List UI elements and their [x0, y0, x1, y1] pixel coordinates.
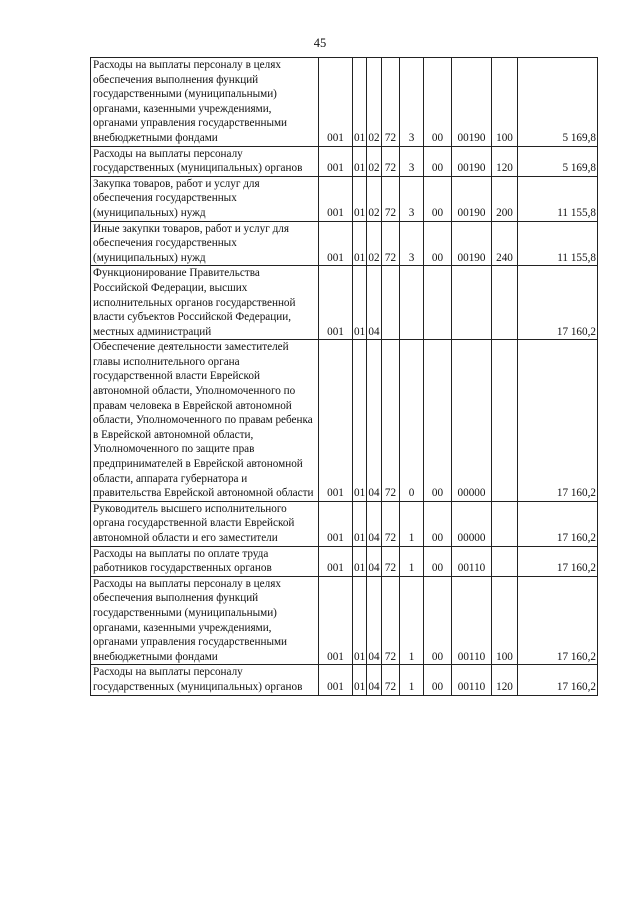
subsection-code: 04: [367, 266, 382, 340]
subsection-code: 04: [367, 546, 382, 576]
direction-code: 00190: [452, 146, 492, 176]
main-event-code: 00: [424, 146, 452, 176]
amount: 17 160,2: [518, 501, 598, 546]
amount: 17 160,2: [518, 546, 598, 576]
ministry-code: 001: [319, 146, 353, 176]
ministry-code: 001: [319, 58, 353, 147]
ministry-code: 001: [319, 221, 353, 266]
program-code: 72: [382, 665, 400, 695]
amount: 17 160,2: [518, 340, 598, 502]
program-code: 72: [382, 340, 400, 502]
table-row: [91, 340, 598, 502]
table-row: [91, 176, 598, 221]
ministry-code: 001: [319, 546, 353, 576]
row-name: Расходы на выплаты персоналу государственных (муниципальных) органов: [91, 665, 319, 695]
amount: 17 160,2: [518, 665, 598, 695]
expense-type-code: [492, 546, 518, 576]
row-name: Расходы на выплаты персоналу в целях обеспечения выполнения функций государственными (муниципальными) органами, казенными учреждениями, органами управления государственными внебюджетными фондами: [91, 576, 319, 665]
page-number: 45: [313, 36, 327, 50]
row-name: Расходы на выплаты персоналу в целях обеспечения выполнения функций государственными (муниципальными) органами, казенными учреждениями, органами управления государственными внебюджетными фондами: [91, 58, 319, 147]
table-row: [91, 546, 598, 576]
expense-type-code: 120: [492, 146, 518, 176]
table-row: [91, 576, 598, 665]
table-row: [91, 221, 598, 266]
subsection-code: 02: [367, 176, 382, 221]
main-event-code: 00: [424, 576, 452, 665]
subsection-code: 04: [367, 340, 382, 502]
expense-type-code: 240: [492, 221, 518, 266]
row-name: Расходы на выплаты персоналу государственных (муниципальных) органов: [91, 146, 319, 176]
section-code: 01: [353, 576, 367, 665]
ministry-code: 001: [319, 576, 353, 665]
ministry-code: 001: [319, 665, 353, 695]
main-event-code: 00: [424, 221, 452, 266]
subprogram-code: 3: [400, 58, 424, 147]
table-row: [91, 266, 598, 340]
direction-code: 00190: [452, 221, 492, 266]
subprogram-code: 3: [400, 221, 424, 266]
subsection-code: 04: [367, 501, 382, 546]
subprogram-code: 3: [400, 146, 424, 176]
subprogram-code: 3: [400, 176, 424, 221]
subsection-code: 04: [367, 576, 382, 665]
subsection-code: 04: [367, 665, 382, 695]
expense-type-code: 100: [492, 58, 518, 147]
section-code: 01: [353, 501, 367, 546]
subprogram-code: 0: [400, 340, 424, 502]
table-row: [91, 146, 598, 176]
expense-type-code: [492, 340, 518, 502]
table-row: [91, 501, 598, 546]
section-code: 01: [353, 665, 367, 695]
budget-table-body: [91, 58, 598, 696]
amount: 17 160,2: [518, 576, 598, 665]
row-name: Руководитель высшего исполнительного органа государственной власти Еврейской автономной области и его заместители: [91, 501, 319, 546]
subprogram-code: 1: [400, 501, 424, 546]
program-code: 72: [382, 221, 400, 266]
main-event-code: 00: [424, 340, 452, 502]
section-code: 01: [353, 146, 367, 176]
row-name: Расходы на выплаты по оплате труда работников государственных органов: [91, 546, 319, 576]
direction-code: 00190: [452, 176, 492, 221]
program-code: 72: [382, 176, 400, 221]
subsection-code: 02: [367, 221, 382, 266]
ministry-code: 001: [319, 176, 353, 221]
expense-type-code: 100: [492, 576, 518, 665]
subsection-code: 02: [367, 146, 382, 176]
amount: 5 169,8: [518, 146, 598, 176]
ministry-code: 001: [319, 340, 353, 502]
expense-type-code: [492, 501, 518, 546]
direction-code: 00000: [452, 501, 492, 546]
row-name: Закупка товаров, работ и услуг для обеспечения государственных (муниципальных) нужд: [91, 176, 319, 221]
budget-table: [90, 57, 598, 696]
section-code: 01: [353, 58, 367, 147]
program-code: [382, 266, 400, 340]
subprogram-code: 1: [400, 546, 424, 576]
program-code: 72: [382, 576, 400, 665]
row-name: Функционирование Правительства Российской Федерации, высших исполнительных органов государственной власти субъектов Российской Федерации, местных администраций: [91, 266, 319, 340]
section-code: 01: [353, 176, 367, 221]
section-code: 01: [353, 546, 367, 576]
subprogram-code: 1: [400, 665, 424, 695]
table-row: [91, 58, 598, 147]
direction-code: 00110: [452, 576, 492, 665]
program-code: 72: [382, 546, 400, 576]
direction-code: 00110: [452, 665, 492, 695]
table-row: [91, 665, 598, 695]
program-code: 72: [382, 146, 400, 176]
main-event-code: 00: [424, 665, 452, 695]
section-code: 01: [353, 266, 367, 340]
main-event-code: 00: [424, 176, 452, 221]
main-event-code: 00: [424, 58, 452, 147]
main-event-code: [424, 266, 452, 340]
main-event-code: 00: [424, 501, 452, 546]
expense-type-code: 200: [492, 176, 518, 221]
ministry-code: 001: [319, 266, 353, 340]
ministry-code: 001: [319, 501, 353, 546]
program-code: 72: [382, 58, 400, 147]
row-name: Обеспечение деятельности заместителей главы исполнительного органа государственной власти Еврейской автономной области, Уполномоченного по правам человека в Еврейской автономной области, Уполномоченного по правам ребенка в Еврейской автономной области, Уполномоченного по защите прав предпринимателей в Еврейской автономной области, аппарата губернатора и правительства Еврейской автономной области: [91, 340, 319, 502]
main-event-code: 00: [424, 546, 452, 576]
subsection-code: 02: [367, 58, 382, 147]
amount: 11 155,8: [518, 221, 598, 266]
row-name: Иные закупки товаров, работ и услуг для обеспечения государственных (муниципальных) нужд: [91, 221, 319, 266]
direction-code: 00110: [452, 546, 492, 576]
expense-type-code: [492, 266, 518, 340]
direction-code: 00000: [452, 340, 492, 502]
subprogram-code: 1: [400, 576, 424, 665]
section-code: 01: [353, 221, 367, 266]
direction-code: [452, 266, 492, 340]
amount: 11 155,8: [518, 176, 598, 221]
program-code: 72: [382, 501, 400, 546]
amount: 17 160,2: [518, 266, 598, 340]
subprogram-code: [400, 266, 424, 340]
expense-type-code: 120: [492, 665, 518, 695]
section-code: 01: [353, 340, 367, 502]
amount: 5 169,8: [518, 58, 598, 147]
direction-code: 00190: [452, 58, 492, 147]
